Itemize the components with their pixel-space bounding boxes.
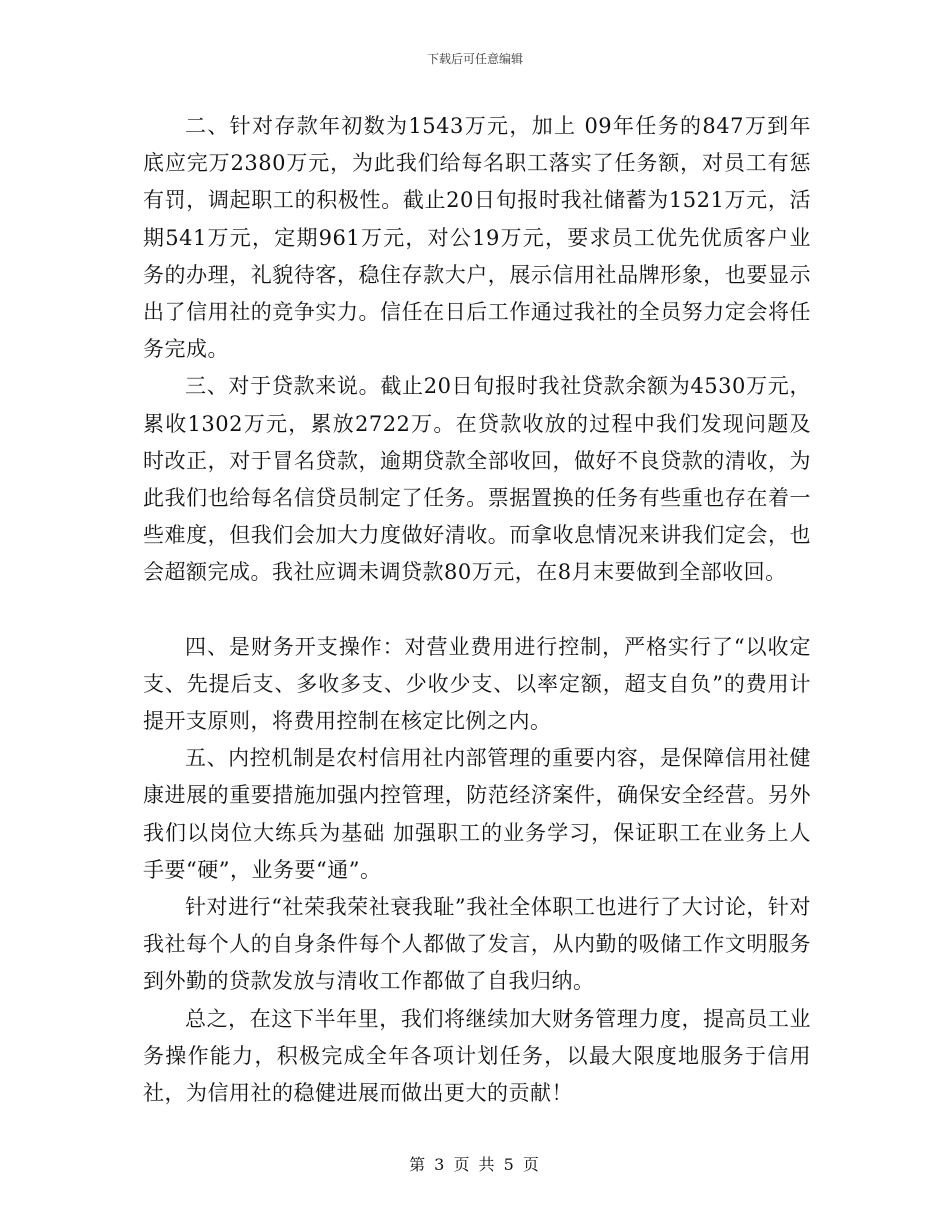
document-body [143,108,811,1112]
paragraph-discussion: 针对进行“社荣我荣社衰我耻”我社全体职工也进行了大讨论，针对我社每个人的自身条件每个人都做了发言，从内勤的吸储工作文明服务到外勤的贷款发放与清收工作都做了自我归纳。 [143,895,811,994]
paragraph-conclusion: 总之，在这下半年里，我们将继续加大财务管理力度，提高员工业务操作能力，积极完成全年各项计划任务，以最大限度地服务于信用社，为信用社的稳健进展而做出更大的贡献！ [143,1006,811,1106]
page-header: 下载后可任意编辑 [426,52,523,66]
page-number: 第 3 页 共 5 页 [409,1155,541,1174]
paragraph-finance-expenses: 四、是财务开支操作：对营业费用进行控制，严格实行了“以收定支、先提后支、多收多支、少收少支、以率定额，超支自负”的费用计提开支原则，将费用控制在核定比例之内。 [143,634,811,734]
paragraph-loans: 三、对于贷款来说。截止20日旬报时我社贷款余额为4530万元，累收1302万元，累放2722万。在贷款收放的过程中我们发现问题及时改正，对于冒名贷款，逾期贷款全部收回，做好不良贷款的清收，为此我们也给每名信贷员制定了任务。票据置换的任务有些重也存在着一些难度，但我们会加大力度做好清收。而拿收息情况来讲我们定会，也会超额完成。我社应调未调贷款80万元，在8月末要做到全部收回。 [143,374,811,585]
paragraph-deposits: 二、针对存款年初数为1543万元，加上 09年任务的847万到年底应完万2380万元，为此我们给每名职工落实了任务额，对员工有惩有罚，调起职工的积极性。截止20日旬报时我社储蓄为1521万元，活期541万元，定期961万元，对公19万元，要求员工优先优质客户业务的办理，礼貌待客，稳住存款大户，展示信用社品牌形象，也要显示出了信用社的竞争实力。信任在日后工作通过我社的全员努力定会将任务完成。 [143,114,811,362]
paragraph-internal-control: 五、内控机制是农村信用社内部管理的重要内容，是保障信用社健康进展的重要措施加强内控管理，防范经济案件，确保安全经营。另外我们以岗位大练兵为基础 加强职工的业务学习，保证职工在业务上人手要“硬”，业务要“通”。 [143,746,811,882]
